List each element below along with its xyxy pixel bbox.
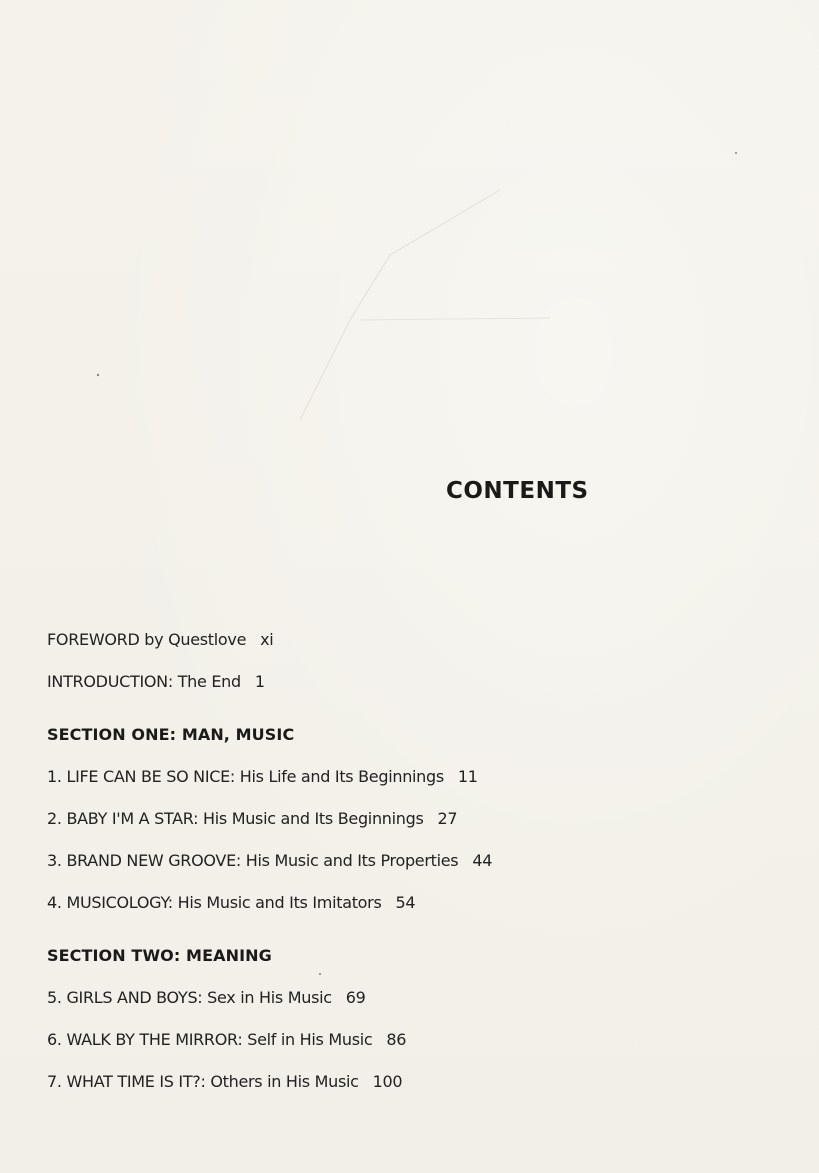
toc-entry-chapter-6[interactable] — [47, 1030, 406, 1049]
entry-page-number: 54 — [395, 893, 416, 912]
entry-page-number: 100 — [372, 1072, 403, 1091]
entry-title: 7. WHAT TIME IS IT?: Others in His Music — [47, 1072, 359, 1091]
entry-page-number: xi — [260, 630, 274, 649]
entry-page-number: 27 — [437, 809, 458, 828]
entry-title: INTRODUCTION: The End — [47, 672, 241, 691]
toc-entry-chapter-1[interactable] — [47, 767, 478, 786]
entry-page-number: 1 — [254, 672, 265, 691]
toc-entry-chapter-2[interactable] — [47, 809, 457, 828]
entry-title: 2. BABY I'M A STAR: His Music and Its Beginnings — [47, 809, 424, 828]
section-heading-two: SECTION TWO: MEANING — [47, 946, 272, 965]
entry-page-number: 69 — [345, 988, 366, 1007]
toc-entry-foreword[interactable] — [47, 630, 273, 649]
contents-heading: CONTENTS — [446, 478, 589, 504]
toc-entry-introduction[interactable] — [47, 672, 265, 691]
entry-title: 3. BRAND NEW GROOVE: His Music and Its Properties — [47, 851, 459, 870]
entry-title: FOREWORD by Questlove — [47, 630, 247, 649]
toc-entry-chapter-4[interactable] — [47, 893, 415, 912]
toc-entry-chapter-3[interactable] — [47, 851, 492, 870]
toc-entry-chapter-5[interactable] — [47, 988, 366, 1007]
entry-title: 5. GIRLS AND BOYS: Sex in His Music — [47, 988, 332, 1007]
toc-entry-chapter-7[interactable] — [47, 1072, 402, 1091]
section-heading-one: SECTION ONE: MAN, MUSIC — [47, 725, 295, 744]
entry-page-number: 44 — [472, 851, 493, 870]
entry-title: 1. LIFE CAN BE SO NICE: His Life and Its Beginnings — [47, 767, 444, 786]
entry-title: 4. MUSICOLOGY: His Music and Its Imitators — [47, 893, 382, 912]
entry-page-number: 11 — [457, 767, 478, 786]
entry-page-number: 86 — [386, 1030, 407, 1049]
entry-title: 6. WALK BY THE MIRROR: Self in His Music — [47, 1030, 373, 1049]
